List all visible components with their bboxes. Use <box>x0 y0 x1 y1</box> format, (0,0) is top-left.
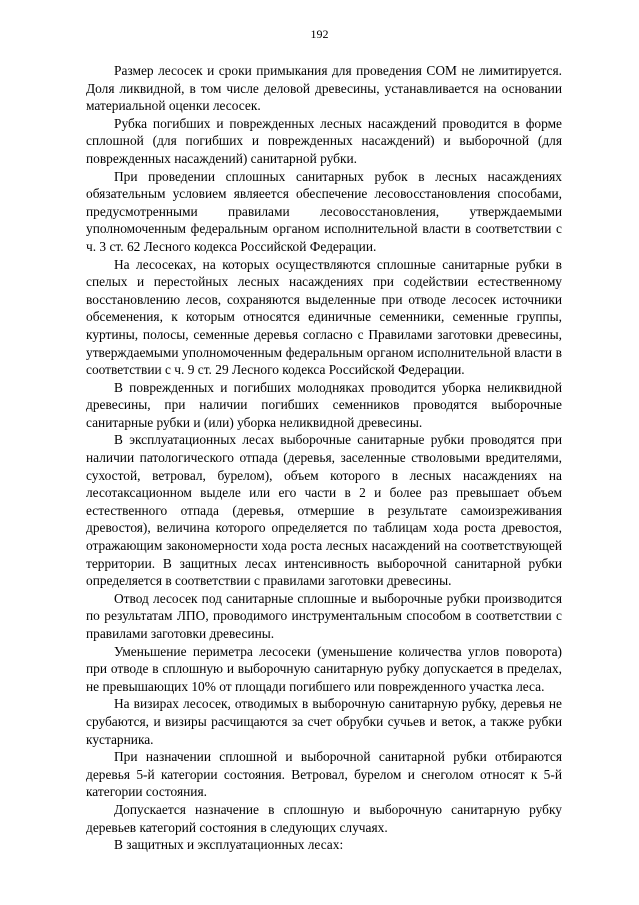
paragraph-11: Допускается назначение в сплошную и выборочную санитарную рубку деревьев категорий состояния в следующих случаях. <box>86 801 562 835</box>
paragraph-12: В защитных и эксплуатационных лесах: <box>114 837 344 853</box>
paragraph-8: Уменьшение периметра лесосеки (уменьшение количества углов поворота) при отводе в сплошную и выборочную санитарную рубку допускается в пределах, не превышающих 10% от площади погибшего или поврежденного участка леса. <box>86 643 562 694</box>
paragraph-9: На визирах лесосек, отводимых в выборочную санитарную рубку, деревья не срубаются, и визиры расчищаются за счет обрубки сучьев и веток, а также рубки кустарника. <box>86 696 562 747</box>
paragraph-1: Размер лесосек и сроки примыкания для проведения СОМ не лимитируется. Доля ликвидной, в том числе деловой древесины, устанавливается на основании материальной оценки лесосек. <box>86 63 562 114</box>
paragraph-2: Рубка погибших и поврежденных лесных насаждений проводится в форме сплошной (для погибших и поврежденных насаждений) и выборочной (для поврежденных насаждений) санитарной рубки. <box>86 115 562 166</box>
paragraph-3: При проведении сплошных санитарных рубок в лесных насаждениях обязательным условием являеется обеспечение лесовосстановления способами, предусмотренными правилами лесовосстановления, утверждаемыми уполномоченным федеральным органом исполнительной власти в соответствии с ч. 3 ст. 62 Лесного кодекса Российской Федерации. <box>86 168 562 254</box>
body-text <box>86 62 562 854</box>
paragraph-10: При назначении сплошной и выборочной санитарной рубки отбираются деревья 5-й категории состояния. Ветровал, бурелом и снеголом относят к 5-й категории состояния. <box>86 749 562 800</box>
page-number: 192 <box>310 27 329 41</box>
paragraph-4: На лесосеках, на которых осуществляются сплошные санитарные рубки в спелых и перестойных лесных насаждениях при содействии естественному восстановлению лесов, сохраняются выделенные при отводе лесосек источники обсеменения, к которым относятся единичные семенники, семенные группы, куртины, полосы, семенные деревья согласно с Правилами заготовки древесины, утверждаемыми уполномоченным федеральным органом исполнительной власти в соответствии с ч. 9 ст. 29 Лесного кодекса Российской Федерации. <box>86 256 562 378</box>
paragraph-7: Отвод лесосек под санитарные сплошные и выборочные рубки производится по результатам ЛПО, проводимого инструментальным способом в соответствии с правилами заготовки древесины. <box>86 590 562 641</box>
paragraph-6: В эксплуатационных лесах выборочные санитарные рубки проводятся при наличии патологического отпада (деревья, заселенные стволовыми вредителями, сухостой, ветровал, бурелом), объем которого в лесных насаждениях на лесотаксационном выделе или его части в 2 и более раз превышает объем естественного отпада (деревья, отмершие в результате самоизреживания древостоя), величина которого определяется по таблицам хода роста древостоя, отражающим закономерности хода роста лесных насаждений на соответствующей территории. В защитных лесах интенсивность выборочной санитарной рубки определяется в соответствии с правилами заготовки древесины. <box>86 432 562 589</box>
paragraph-5: В поврежденных и погибших молодняках проводится уборка неликвидной древесины, при наличии погибших семенников проводятся выборочные санитарные рубки и (или) уборка неликвидной древесины. <box>86 379 562 430</box>
